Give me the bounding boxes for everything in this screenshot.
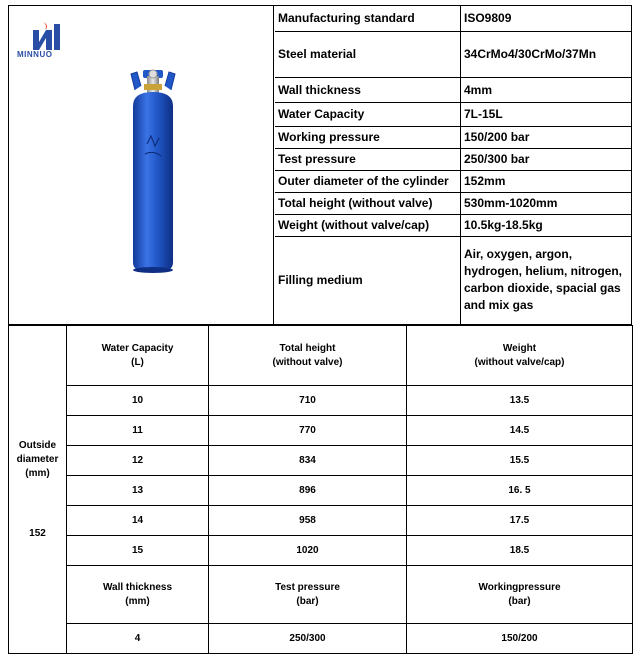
header-line: Test pressure bbox=[275, 581, 340, 593]
spec-value: 10.5kg-18.5kg bbox=[461, 214, 632, 236]
header-line: Wall thickness bbox=[102, 581, 173, 593]
spec-label: Steel material bbox=[275, 31, 461, 77]
spec-table bbox=[275, 6, 631, 324]
column-header bbox=[209, 566, 407, 624]
header-line: Water Capacity bbox=[101, 342, 174, 354]
spec-label: Wall thickness bbox=[275, 77, 461, 102]
height-cell: 1020 bbox=[209, 536, 407, 566]
weight-cell: 18.5 bbox=[407, 536, 633, 566]
spec-value: 152mm bbox=[461, 170, 632, 192]
capacity-cell: 10 bbox=[67, 386, 209, 416]
outside-diameter-label: diameter bbox=[16, 453, 59, 465]
spec-row bbox=[275, 126, 631, 148]
column-header bbox=[407, 566, 633, 624]
spec-label: Filling medium bbox=[275, 236, 461, 324]
header-line: (L) bbox=[131, 356, 144, 368]
spec-section bbox=[8, 5, 632, 325]
column-header bbox=[67, 326, 209, 386]
spec-value: 530mm-1020mm bbox=[461, 192, 632, 214]
column-header bbox=[209, 326, 407, 386]
header-line: (without valve/cap) bbox=[474, 356, 565, 368]
test-pressure-cell: 250/300 bbox=[209, 624, 407, 654]
spec-row bbox=[275, 31, 631, 77]
weight-cell: 14.5 bbox=[407, 416, 633, 446]
spec-row bbox=[275, 148, 631, 170]
weight-cell: 13.5 bbox=[407, 386, 633, 416]
weight-cell: 15.5 bbox=[407, 446, 633, 476]
weight-cell: 17.5 bbox=[407, 506, 633, 536]
outside-diameter-value: 152 bbox=[29, 527, 46, 539]
capacity-cell: 13 bbox=[67, 476, 209, 506]
header-line: (bar) bbox=[508, 595, 531, 607]
capacity-cell: 12 bbox=[67, 446, 209, 476]
table-row bbox=[9, 386, 633, 416]
capacity-cell: 14 bbox=[67, 506, 209, 536]
header-row bbox=[9, 326, 633, 386]
minnuo-logo-icon bbox=[29, 20, 63, 52]
spec-row bbox=[275, 170, 631, 192]
spec-label: Test pressure bbox=[275, 148, 461, 170]
height-cell: 770 bbox=[209, 416, 407, 446]
table-row bbox=[9, 624, 633, 654]
spec-value: 34CrMo4/30CrMo/37Mn bbox=[461, 31, 632, 77]
dimension-table bbox=[8, 325, 633, 654]
column-header bbox=[67, 566, 209, 624]
spec-value: 7L-15L bbox=[461, 102, 632, 126]
header-line: (without valve) bbox=[272, 356, 343, 368]
header-line: Workingpressure bbox=[478, 581, 561, 593]
outside-diameter-label: Outside bbox=[18, 439, 57, 451]
spec-row bbox=[275, 236, 631, 324]
header-line: Total height bbox=[279, 342, 336, 354]
outside-diameter-cell bbox=[9, 326, 67, 654]
capacity-cell: 15 bbox=[67, 536, 209, 566]
header-line: (mm) bbox=[125, 595, 150, 607]
spec-label: Weight (without valve/cap) bbox=[275, 214, 461, 236]
working-pressure-cell: 150/200 bbox=[407, 624, 633, 654]
logo-text: MINNUO bbox=[17, 50, 53, 59]
spec-value: 150/200 bar bbox=[461, 126, 632, 148]
table-row bbox=[9, 446, 633, 476]
spec-value: 4mm bbox=[461, 77, 632, 102]
spec-sheet bbox=[8, 5, 632, 644]
spec-label: Water Capacity bbox=[275, 102, 461, 126]
spec-row bbox=[275, 214, 631, 236]
wall-thickness-cell: 4 bbox=[67, 624, 209, 654]
header-line: (bar) bbox=[296, 595, 319, 607]
table-row bbox=[9, 476, 633, 506]
header-row bbox=[9, 566, 633, 624]
product-image-cell bbox=[9, 6, 274, 324]
spec-row bbox=[275, 6, 631, 31]
spec-value: Air, oxygen, argon, hydrogen, helium, nitrogen, carbon dioxide, spacial gas and mix gas bbox=[464, 247, 623, 313]
height-cell: 710 bbox=[209, 386, 407, 416]
height-cell: 896 bbox=[209, 476, 407, 506]
spec-row bbox=[275, 192, 631, 214]
height-cell: 834 bbox=[209, 446, 407, 476]
table-row bbox=[9, 506, 633, 536]
height-cell: 958 bbox=[209, 506, 407, 536]
spec-label: Manufacturing standard bbox=[275, 6, 461, 31]
outside-diameter-label: (mm) bbox=[25, 467, 50, 479]
gas-cylinder-image bbox=[121, 66, 185, 276]
spec-value: ISO9809 bbox=[461, 6, 632, 31]
weight-cell: 16. 5 bbox=[407, 476, 633, 506]
header-line: Weight bbox=[502, 342, 537, 354]
spec-label: Outer diameter of the cylinder bbox=[275, 170, 461, 192]
spec-label: Working pressure bbox=[275, 126, 461, 148]
table-row bbox=[9, 536, 633, 566]
spec-label: Total height (without valve) bbox=[275, 192, 461, 214]
column-header bbox=[407, 326, 633, 386]
spec-row bbox=[275, 102, 631, 126]
spec-value: 250/300 bar bbox=[461, 148, 632, 170]
capacity-cell: 11 bbox=[67, 416, 209, 446]
table-row bbox=[9, 416, 633, 446]
spec-row bbox=[275, 77, 631, 102]
